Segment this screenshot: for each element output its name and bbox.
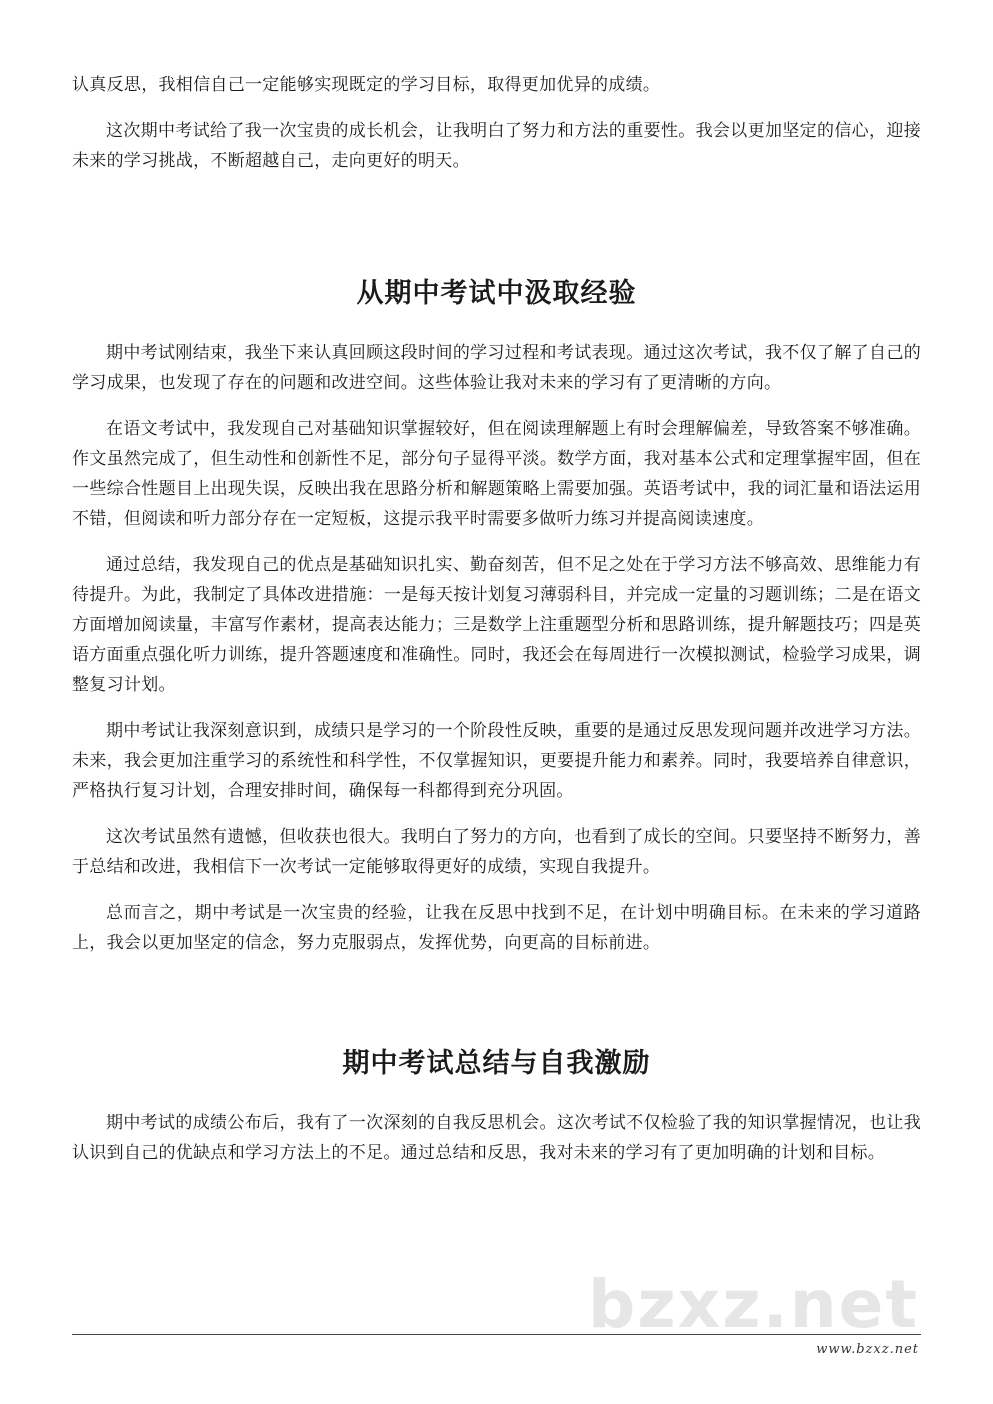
footer-divider — [72, 1334, 921, 1335]
paragraph: 这次期中考试给了我一次宝贵的成长机会，让我明白了努力和方法的重要性。我会以更加坚定的信心，迎接未来的学习挑战，不断超越自己，走向更好的明天。 — [72, 121, 921, 171]
continued-text — [72, 70, 921, 176]
section-title: 从期中考试中汲取经验 — [356, 278, 637, 309]
paragraph: 通过总结，我发现自己的优点是基础知识扎实、勤奋刻苦，但不足之处在于学习方法不够高效、思维能力有待提升。为此，我制定了具体改进措施：一是每天按计划复习薄弱科目，并完成一定量的习题训练；二是在语文方面增加阅读量，丰富写作素材，提高表达能力；三是数学上注重题型分析和思路训练，提升解题技巧；四是英语方面重点强化听力训练，提升答题速度和准确性。同时，我还会在每周进行一次模拟测试，检验学习成果，调整复习计划。 — [72, 555, 921, 695]
footer-link[interactable]: www.bzxz.net — [816, 1342, 919, 1357]
paragraph: 期中考试刚结束，我坐下来认真回顾这段时间的学习过程和考试表现。通过这次考试，我不仅了解了自己的学习成果，也发现了存在的问题和改进空间。这些体验让我对未来的学习有了更清晰的方向。 — [72, 343, 921, 393]
section-title: 期中考试总结与自我激励 — [342, 1048, 651, 1079]
paragraph: 期中考试让我深刻意识到，成绩只是学习的一个阶段性反映，重要的是通过反思发现问题并改进学习方法。未来，我会更加注重学习的系统性和科学性，不仅掌握知识，更要提升能力和素养。同时，我要培养自律意识，严格执行复习计划，合理安排时间，确保每一科都得到充分巩固。 — [72, 721, 921, 801]
paragraph: 认真反思，我相信自己一定能够实现既定的学习目标，取得更加优异的成绩。 — [72, 75, 661, 95]
document-page — [72, 70, 921, 1184]
section-summary-and-motivation — [72, 1044, 921, 1168]
paragraph: 在语文考试中，我发现自己对基础知识掌握较好，但在阅读理解题上有时会理解偏差，导致答案不够准确。作文虽然完成了，但生动性和创新性不足，部分句子显得平淡。数学方面，我对基本公式和定理掌握牢固，但在一些综合性题目上出现失误，反映出我在思路分析和解题策略上需要加强。英语考试中，我的词汇量和语法运用不错，但阅读和听力部分存在一定短板，这提示我平时需要多做听力练习并提高阅读速度。 — [72, 419, 921, 529]
paragraph: 期中考试的成绩公布后，我有了一次深刻的自我反思机会。这次考试不仅检验了我的知识掌握情况，也让我认识到自己的优缺点和学习方法上的不足。通过总结和反思，我对未来的学习有了更加明确的计划和目标。 — [72, 1113, 921, 1163]
paragraph: 这次考试虽然有遗憾，但收获也很大。我明白了努力的方向，也看到了成长的空间。只要坚持不断努力，善于总结和改进，我相信下一次考试一定能够取得更好的成绩，实现自我提升。 — [72, 827, 921, 877]
paragraph: 总而言之，期中考试是一次宝贵的经验，让我在反思中找到不足，在计划中明确目标。在未来的学习道路上，我会以更加坚定的信念，努力克服弱点，发挥优势，向更高的目标前进。 — [72, 903, 921, 953]
section-learn-from-midterm — [72, 274, 921, 958]
watermark-logo: bzxz.net — [587, 1266, 919, 1343]
